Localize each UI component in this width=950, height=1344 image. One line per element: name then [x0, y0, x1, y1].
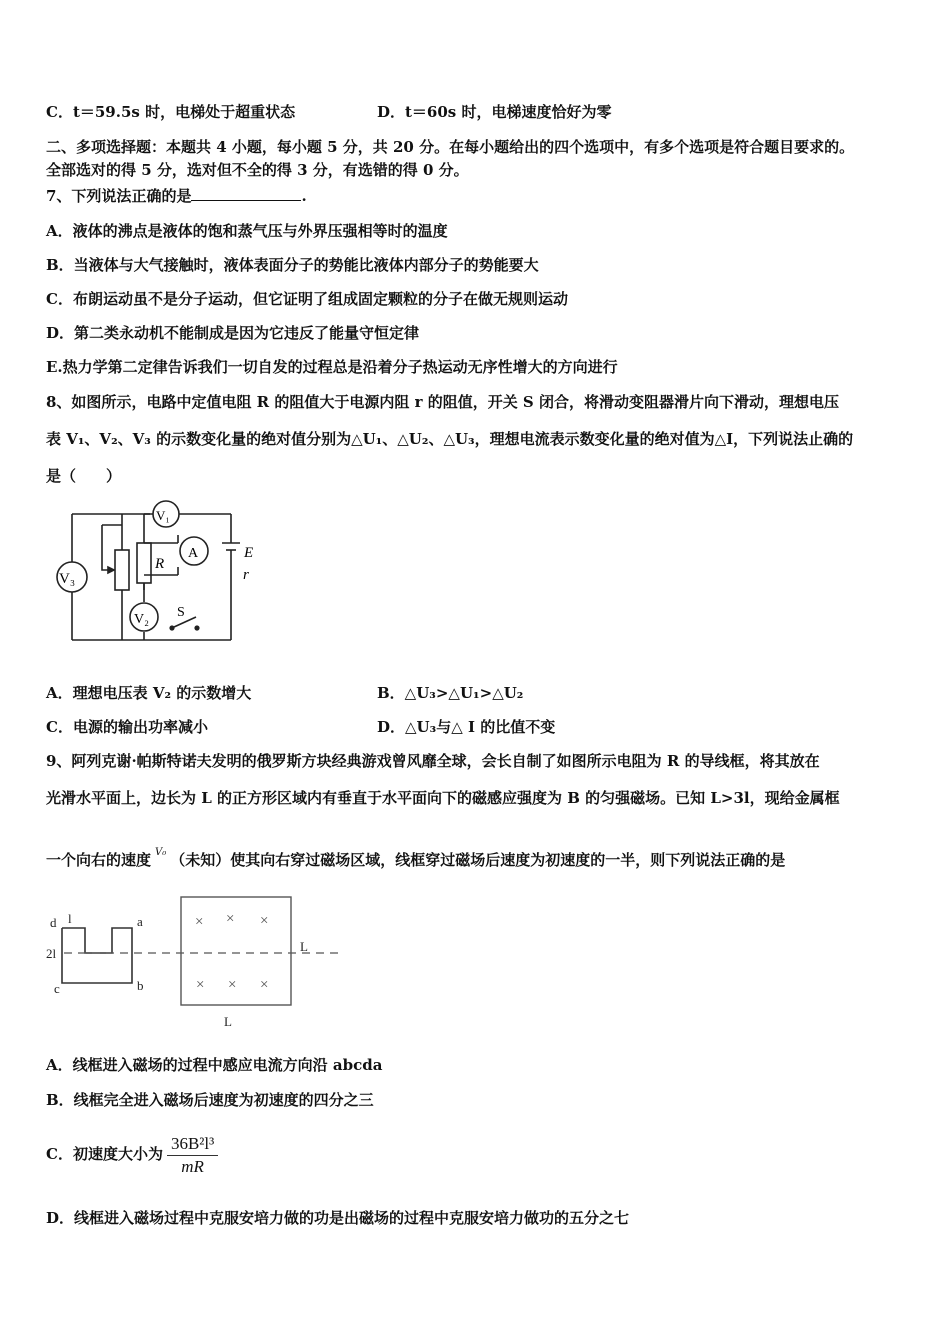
q9-stem-line3-b: （未知）使其向右穿过磁场区域，线框穿过磁场后速度为初速度的一半，则下列说法正确的是 — [170, 851, 786, 869]
cross-5: × — [228, 977, 237, 993]
switch-label: S — [177, 605, 185, 620]
q7-option-b: B．当液体与大气接触时，液体表面分子的势能比液体内部分子的势能要大 — [46, 256, 539, 274]
ammeter-label: A — [188, 546, 199, 561]
q7-stem-end: . — [301, 187, 307, 205]
label-L-bottom: L — [224, 1014, 232, 1029]
q8-circuit-diagram — [50, 495, 270, 650]
label-a: a — [137, 914, 143, 929]
section2-heading-line2: 全部选对的得 5 分，选对但不全的得 3 分，有选错的得 0 分。 — [46, 161, 469, 179]
label-L-right: L — [300, 939, 308, 954]
cross-6: × — [260, 977, 269, 993]
q8-option-a: A．理想电压表 V₂ 的示数增大 — [46, 684, 252, 702]
label-l: l — [68, 911, 72, 926]
fraction-denominator: mR — [181, 1156, 204, 1176]
q9-stem-line2: 光滑水平面上，边长为 L 的正方形区域内有垂直于水平面向下的磁感应强度为 B 的匀强磁场。已知 L>3l，现给金属框 — [46, 789, 840, 807]
q8-option-d: D．△U₃与△ I 的比值不变 — [377, 718, 556, 736]
resistor-label: R — [155, 556, 165, 572]
q7-option-e: E.热力学第二定律告诉我们一切自发的过程总是沿着分子热运动无序性增大的方向进行 — [46, 358, 618, 376]
label-b: b — [137, 978, 144, 993]
cross-4: × — [196, 977, 205, 993]
q9-option-a: A．线框进入磁场的过程中感应电流方向沿 abcda — [46, 1056, 383, 1074]
q6-option-d: D．t＝60s 时，电梯速度恰好为零 — [377, 103, 612, 121]
q9-option-c — [46, 1127, 218, 1181]
cross-2: × — [226, 911, 235, 927]
fraction-numerator: 36B²l³ — [167, 1133, 218, 1156]
q9-frame-diagram — [40, 893, 340, 1033]
label-c: c — [54, 981, 60, 996]
q9-option-c-prefix: C．初速度大小为 — [46, 1145, 163, 1163]
q8-option-c: C．电源的输出功率减小 — [46, 718, 208, 736]
q8-stem-line1: 8、如图所示，电路中定值电阻 R 的阻值大于电源内阻 r 的阻值，开关 S 闭合，将滑动变阻器滑片向下滑动，理想电压 — [46, 393, 839, 411]
q8-stem-line3: 是（ ） — [46, 467, 122, 485]
internal-resistance-label: r — [243, 567, 249, 583]
section2-heading-line1: 二、多项选择题：本题共 4 小题，每小题 5 分，共 20 分。在每小题给出的四个选项中，有多个选项是符合题目要求的。 — [46, 138, 855, 156]
v3-label: V₃ — [59, 571, 76, 587]
label-2l: 2l — [46, 946, 57, 961]
q6-option-c: C．t＝59.5s 时，电梯处于超重状态 — [46, 103, 296, 121]
answer-blank — [191, 186, 301, 201]
label-d: d — [50, 915, 57, 930]
q9-option-d: D．线框进入磁场过程中克服安培力做的功是出磁场的过程中克服安培力做功的五分之七 — [46, 1209, 630, 1227]
q8-option-b: B．△U₃>△U₁>△U₂ — [377, 684, 524, 702]
q9-stem-line3 — [46, 847, 786, 873]
q7-stem-text: 7、下列说法正确的是 — [46, 187, 192, 205]
cross-1: × — [195, 914, 204, 930]
q7-option-c: C．布朗运动虽不是分子运动，但它证明了组成固定颗粒的分子在做无规则运动 — [46, 290, 568, 308]
q9-option-b: B．线框完全进入磁场后速度为初速度的四分之三 — [46, 1091, 374, 1109]
q8-stem-line2: 表 V₁、V₂、V₃ 的示数变化量的绝对值分别为△U₁、△U₂、△U₃，理想电流表示数变化量的绝对值为△I，下列说法止确的 — [46, 430, 854, 448]
q7-stem — [46, 186, 307, 206]
q9-stem-line1: 9、阿列克谢·帕斯特诺夫发明的俄罗斯方块经典游戏曾风靡全球，会长自制了如图所示电阻为 R 的导线框，将其放在 — [46, 752, 820, 770]
emf-label: E — [244, 545, 254, 561]
q7-option-d: D．第二类永动机不能制成是因为它违反了能量守恒定律 — [46, 324, 420, 342]
v2-label: V₂ — [134, 612, 149, 627]
q7-option-a: A．液体的沸点是液体的饱和蒸气压与外界压强相等时的温度 — [46, 222, 448, 240]
cross-3: × — [260, 913, 269, 929]
q9-option-c-fraction — [167, 1133, 218, 1178]
v0-symbol: V₀ — [155, 847, 167, 858]
v1-label: V₁ — [156, 508, 170, 523]
q9-stem-line3-a: 一个向右的速度 — [46, 851, 152, 869]
